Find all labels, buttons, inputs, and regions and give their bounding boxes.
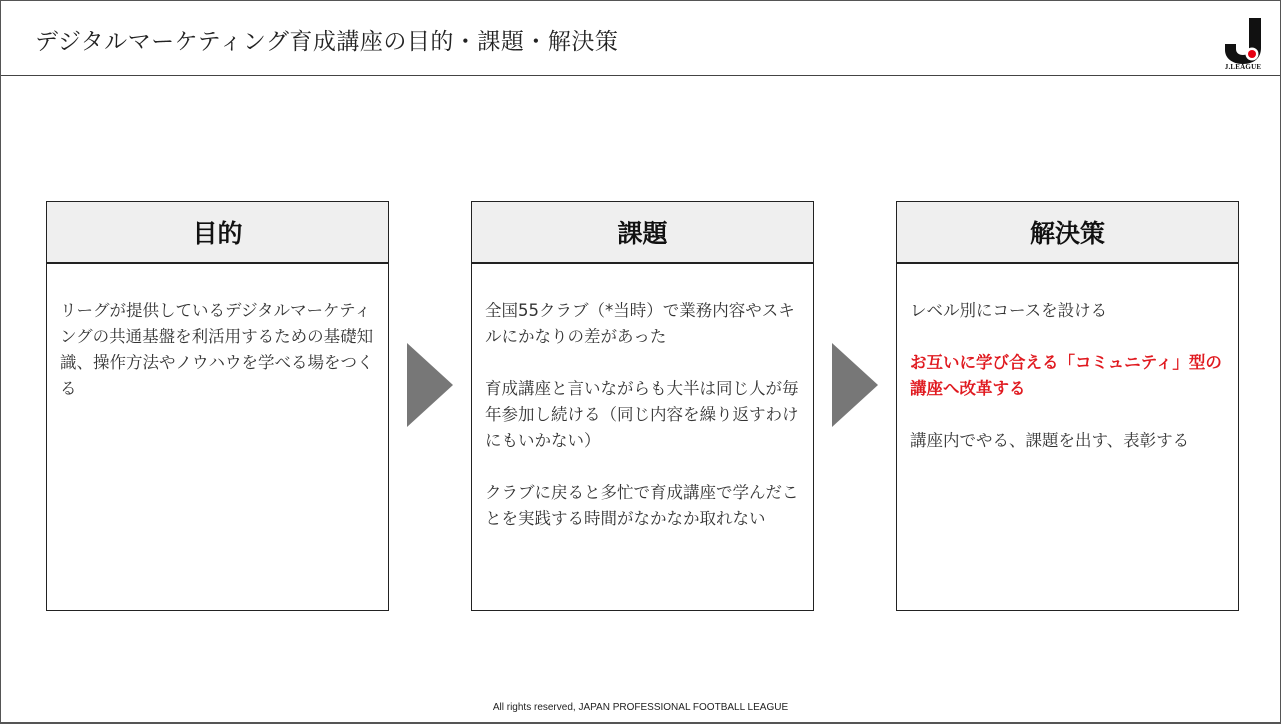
panel-paragraph: クラブに戻ると多忙で育成講座で学んだことを実践する時間がなかなか取れない <box>485 483 799 528</box>
header <box>1 1 1280 76</box>
logo-text: J.LEAGUE <box>1224 63 1262 71</box>
panel-heading: 解決策 <box>897 202 1238 264</box>
panel-body <box>472 264 813 532</box>
panel-paragraph: 全国55クラブ（*当時）で業務内容やスキルにかなりの差があった <box>485 301 795 346</box>
page-title: デジタルマーケティング育成講座の目的・課題・解決策 <box>35 29 619 55</box>
panel-body <box>47 264 388 402</box>
copyright-footer: All rights reserved, JAPAN PROFESSIONAL FOOTBALL LEAGUE <box>492 702 789 713</box>
jleague-logo <box>1221 18 1265 74</box>
chevron-right-icon <box>832 343 878 427</box>
purpose-panel <box>46 201 389 611</box>
panel-paragraph: リーグが提供しているデジタルマーケティングの共通基盤を利活用するための基礎知識、操作方法やノウハウを学べる場をつくる <box>60 301 374 398</box>
panel-heading: 目的 <box>47 202 388 264</box>
chevron-right-icon <box>407 343 453 427</box>
jleague-emblem-icon <box>1221 18 1265 64</box>
solutions-panel <box>896 201 1239 611</box>
panel-paragraph: レベル別にコースを設ける <box>910 301 1108 320</box>
panel-heading: 課題 <box>472 202 813 264</box>
panel-paragraph: 育成講座と言いながらも大半は同じ人が毎年参加し続ける（同じ内容を繰り返すわけにもいかない） <box>485 379 799 450</box>
panel-body <box>897 264 1238 454</box>
panel-paragraph: 講座内でやる、課題を出す、表彰する <box>910 431 1190 450</box>
issues-panel <box>471 201 814 611</box>
panel-paragraph-highlight: お互いに学び合える「コミュニティ」型の講座へ改革する <box>910 353 1222 398</box>
